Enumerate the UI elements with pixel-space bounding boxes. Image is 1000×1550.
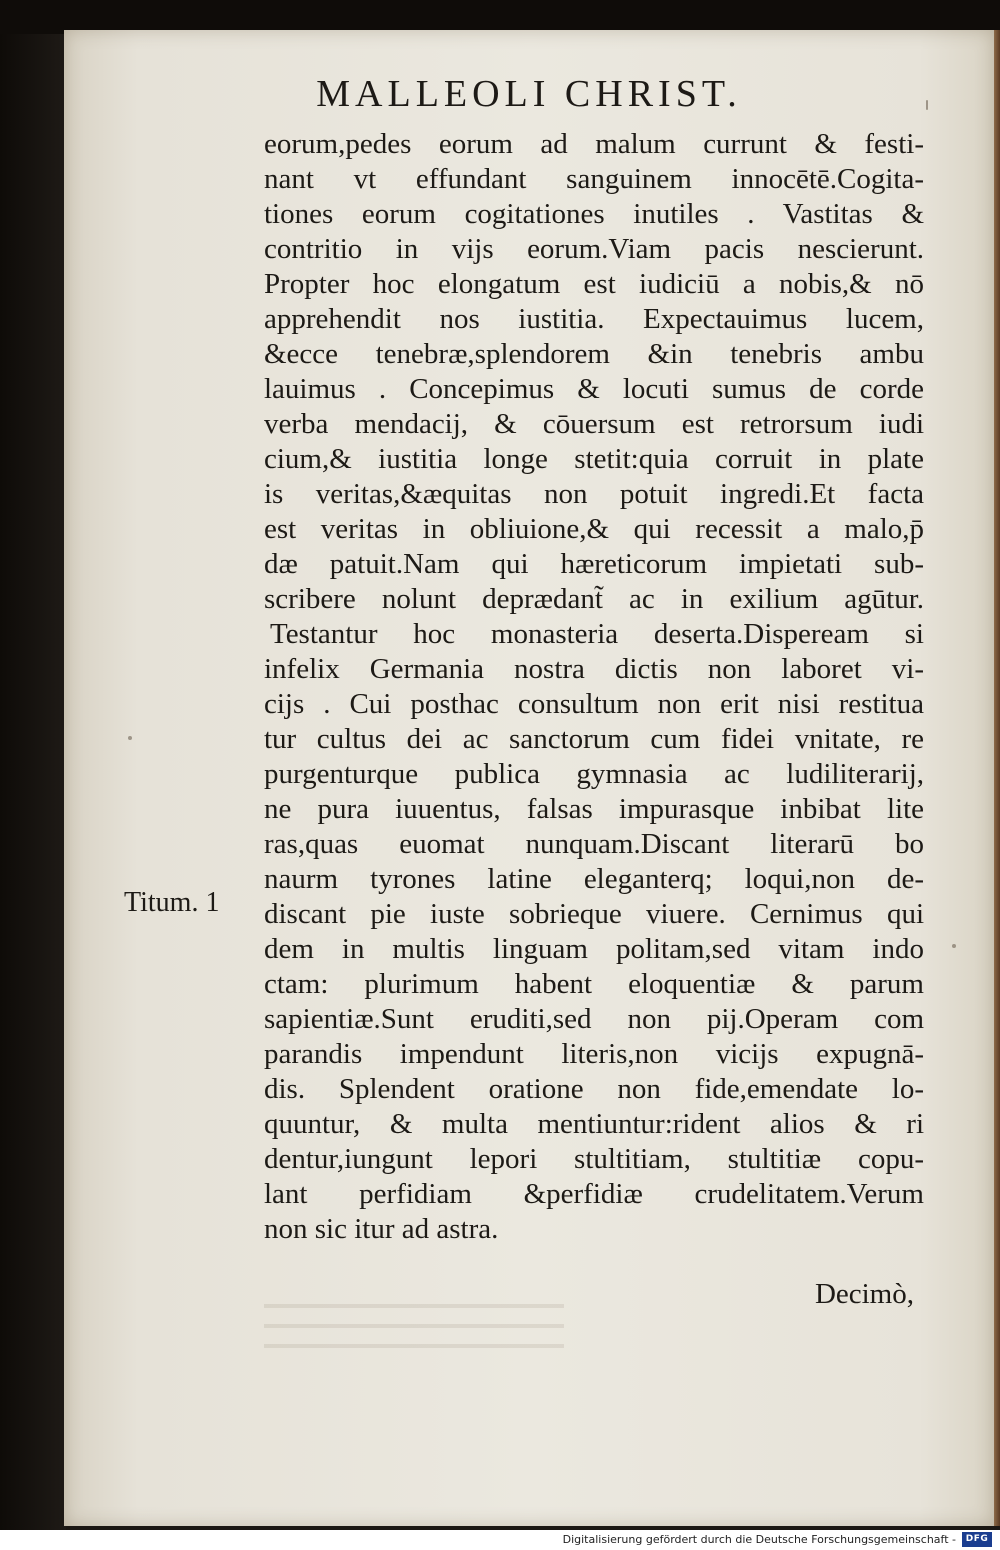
paper-speck xyxy=(128,736,132,740)
show-through-shadow xyxy=(264,1288,564,1348)
text-line: infelix Germania nostra dictis non laboret vi- xyxy=(264,653,924,685)
text-line: lant perfidiam &perfidiæ crudelitatem.Verum xyxy=(264,1178,924,1210)
text-line: cium,& iustitia longe stetit:quia corruit in plate xyxy=(264,443,924,475)
digitization-credit: Digitalisierung gefördert durch die Deutsche Forschungsgemeinschaft - xyxy=(562,1533,956,1546)
text-line: dentur,iungunt lepori stultitiam, stultitiæ copu- xyxy=(264,1143,924,1175)
text-line: ras,quas euomat nunquam.Discant literarū bo xyxy=(264,828,924,860)
text-line: apprehendit nos iustitia. Expectauimus lucem, xyxy=(264,303,924,335)
catchword: Decimò, xyxy=(814,1278,914,1310)
text-line: purgenturque publica gymnasia ac ludiliterarij, xyxy=(264,758,924,790)
text-line: ne pura iuuentus, falsas impurasque inbibat lite xyxy=(264,793,924,825)
text-line: naurm tyrones latine eleganterq; loqui,non de- xyxy=(264,863,924,895)
text-line: eorum,pedes eorum ad malum currunt & festi- xyxy=(264,128,924,160)
scan-background-left xyxy=(0,34,66,1530)
paper-speck xyxy=(926,100,928,110)
text-line: non sic itur ad astra. xyxy=(264,1213,499,1245)
text-line: tiones eorum cogitationes inutiles . Vastitas & xyxy=(264,198,924,230)
text-line: cijs . Cui posthac consultum non erit nisi restitua xyxy=(264,688,924,720)
text-line: ctam: plurimum habent eloquentiæ & parum xyxy=(264,968,924,1000)
text-line: est veritas in obliuione,& qui recessit a malo,p̄ xyxy=(264,513,924,545)
paper-speck xyxy=(952,944,956,948)
scan-background-top xyxy=(0,0,1000,34)
text-line: dæ patuit.Nam qui hæreticorum impietati sub- xyxy=(264,548,924,580)
body-text xyxy=(264,127,924,1247)
text-line: dis. Splendent oratione non fide,emendate lo- xyxy=(264,1073,924,1105)
book-page xyxy=(64,30,994,1526)
text-line: dem in multis linguam politam,sed vitam indo xyxy=(264,933,924,965)
text-line: &ecce tenebræ,splendorem &in tenebris ambu xyxy=(264,338,924,370)
text-line: Testantur hoc monasteria deserta.Dispeream si xyxy=(270,618,924,650)
text-line: quuntur, & multa mentiuntur:rident alios & ri xyxy=(264,1108,924,1140)
page-edge xyxy=(994,30,1000,1526)
dfg-logo: DFG xyxy=(962,1532,992,1547)
text-line: tur cultus dei ac sanctorum cum fidei vnitate, re xyxy=(264,723,924,755)
marginal-note: Titum. 1 xyxy=(124,887,220,918)
text-line: parandis impendunt literis,non vicijs expugnā- xyxy=(264,1038,924,1070)
running-head: MALLEOLI CHRIST. xyxy=(316,73,742,115)
text-line: is veritas,&æquitas non potuit ingredi.Et facta xyxy=(264,478,924,510)
text-line: nant vt effundant sanguinem innocētē.Cogita- xyxy=(264,163,924,195)
text-line: contritio in vijs eorum.Viam pacis nescierunt. xyxy=(264,233,924,265)
text-line: lauimus . Concepimus & locuti sumus de corde xyxy=(264,373,924,405)
text-line: verba mendacij, & cōuersum est retrorsum iudi xyxy=(264,408,924,440)
text-line: discant pie iuste sobrieque viuere. Cernimus qui xyxy=(264,898,924,930)
text-line: sapientiæ.Sunt eruditi,sed non pij.Operam com xyxy=(264,1003,924,1035)
text-line: Propter hoc elongatum est iudiciū a nobis,& nō xyxy=(264,268,924,300)
text-line: scribere nolunt deprædant̃ ac in exilium agūtur. xyxy=(264,583,924,615)
